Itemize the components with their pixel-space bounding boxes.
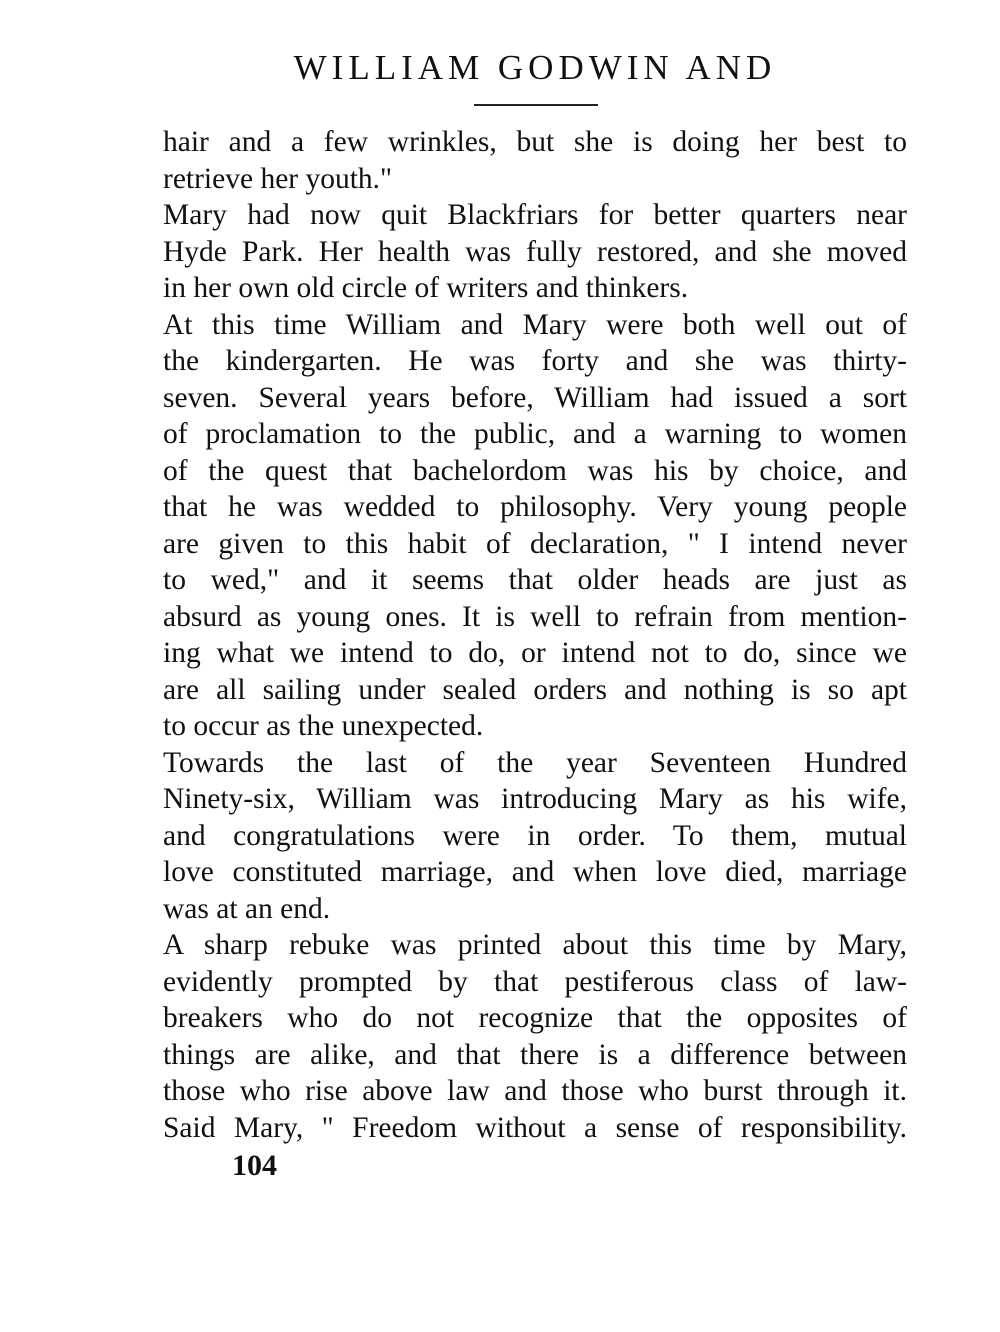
text-line: Hyde Park. Her health was fully restored, and she moved xyxy=(163,235,907,268)
text-line: to occur as the unexpected. xyxy=(163,710,484,742)
text-line: to wed," and it seems that older heads are just as xyxy=(163,564,907,596)
text-line: absurd as young ones. It is well to refrain from mention- xyxy=(163,600,907,633)
text-line: are given to this habit of declaration, " I intend never xyxy=(163,527,907,560)
page-number: 104 xyxy=(232,1149,277,1182)
text-line: that he was wedded to philosophy. Very young people xyxy=(163,491,907,523)
text-line: Said Mary, " Freedom without a sense of responsibility. xyxy=(163,1111,907,1144)
text-line: things are alike, and that there is a difference between xyxy=(163,1038,907,1071)
head-rule-divider xyxy=(474,104,598,106)
text-line: are all sailing under sealed orders and nothing is so apt xyxy=(163,673,907,706)
text-line: A sharp rebuke was printed about this time by Mary, xyxy=(163,929,907,961)
text-line: seven. Several years before, William had issued a sort xyxy=(163,381,907,414)
text-line: retrieve her youth." xyxy=(163,162,393,195)
text-line: love constituted marriage, and when love died, marriage xyxy=(163,856,907,888)
text-line: and congratulations were in order. To them, mutual xyxy=(163,819,907,852)
text-line: hair and a few wrinkles, but she is doing her best to xyxy=(163,126,907,158)
text-line: of the quest that bachelordom was his by choice, and xyxy=(163,454,907,487)
body-text xyxy=(163,124,907,1146)
text-line: Towards the last of the year Seventeen Hundred xyxy=(163,746,907,779)
text-line: At this time William and Mary were both well out of xyxy=(163,308,907,341)
text-line: those who rise above law and those who burst through it. xyxy=(163,1075,907,1107)
text-line: breakers who do not recognize that the opposites of xyxy=(163,1002,907,1034)
text-line: was at an end. xyxy=(163,892,331,925)
text-line: in her own old circle of writers and thinkers. xyxy=(163,272,689,304)
text-line: Ninety-six, William was introducing Mary as his wife, xyxy=(163,783,907,815)
running-head: WILLIAM GODWIN AND xyxy=(293,48,777,87)
text-line: ing what we intend to do, or intend not to do, since we xyxy=(163,637,907,669)
text-line: of proclamation to the public, and a warning to women xyxy=(163,418,907,450)
text-line: the kindergarten. He was forty and she was thirty- xyxy=(163,345,907,377)
text-line: Mary had now quit Blackfriars for better quarters near xyxy=(163,199,907,231)
text-line: evidently prompted by that pestiferous class of law- xyxy=(163,965,907,998)
